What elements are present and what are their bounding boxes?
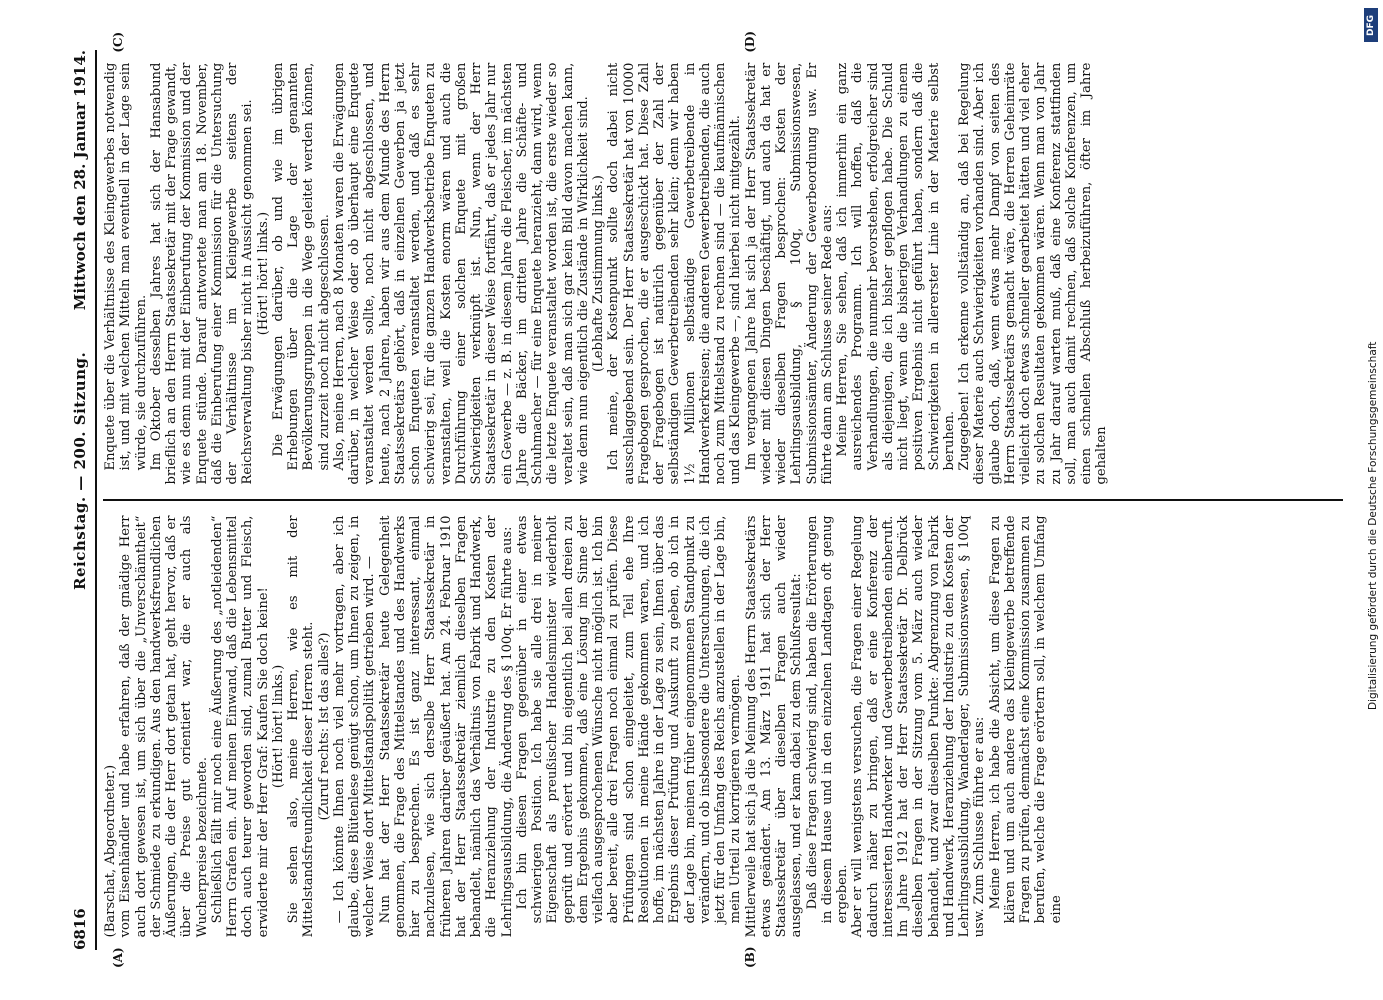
interjection: (Hört! hört! links.) (270, 664, 286, 789)
session-date: Mittwoch den 28. Januar 1914. (71, 50, 89, 311)
text-columns (103, 30, 1343, 970)
paragraph: Schließlich fällt mir noch eine Äußerung des „notleidenden“ Herrn Grafen ein. Auf meinen Einwand, daß die Lebensmittel doch auch teurer geworden sind, zumal Butter und Fleisch, erwiderte mir der Herr Graf: Kaufen Sie doch keine! (209, 515, 271, 938)
margin-mark-a: (A) (111, 947, 125, 968)
page-header (69, 50, 97, 950)
right-column (103, 57, 1343, 491)
paragraph: Mittlerweile hat sich ja die Meinung des Herrn Staatssekretärs etwas geändert. Am 13. März 1911 hat sich der Herr Staatssekretär über dieselben Fragen auch wieder ausgelassen, und er kam dabei zu dem Schlußresultat: (743, 515, 805, 938)
rotated-page (55, 0, 1375, 1000)
digitization-note-text: Digitalisierung gefördert durch die Deutsche Forschungsgemeinschaft (1367, 341, 1379, 710)
interjection: (Hört! hört! links.) (255, 211, 271, 336)
margin-mark-c: (C) (111, 31, 125, 53)
paragraph: Zugegeben! Ich erkenne vollständig an, daß bei Regelung dieser Materie auch Schwierigkeiten vorhanden sind. Aber ich glaube doch, daß, wenn etwas mehr Dampf von seiten des Herrn Staatssekretärs gemacht wäre, die Herren Geheimräte vielleicht doch etwas schneller gearbeitet hätten und viel eher zu solchen Resultaten gekommen wären. Wenn man von Jahr zu Jahr darauf warten muß, daß eine Konferenz stattfinden soll, man auch damit rechnen, daß solche Konferenzen, um einen schnellen Abschluß herbeizuführen, öfter im Jahre gehalten (957, 62, 1110, 485)
left-column (103, 510, 1343, 944)
margin-mark-b: (B) (743, 946, 757, 968)
quotation: Meine Herren, ich habe die Absicht, um diese Fragen zu klären und um auch andere das Kleingewerbe betreffende Fragen zu prüfen, demnächst eine Kommission zusammen zu berufen, welche die Frage erörtern soll, in welchem Umfang eine (987, 515, 1064, 924)
quotation: Daß diese Fragen schwierig sind, haben die Erörterungen in diesem Hause und in den einzelnen Landtagen oft genug ergeben. (804, 515, 850, 924)
column-rule (103, 499, 1343, 501)
paragraph: Also, meine Herren, nach 8 Monaten waren die Erwägungen darüber, in welcher Weise oder ob überhaupt eine Enquete veranstaltet werden sollte, noch nicht abgeschlossen, und heute, nach 2 Jahren, haben wir aus dem Munde des Herrn Staatssekretärs gehört, daß in einzelnen Gewerben ja jetzt schon Enqueten veranstaltet werden, und daß es sehr schwierig sei, für die ganzen Handwerksbetriebe Enqueten zu veranstalten, weil die Kosten enorm wären und auch die Durchführung einer solchen Enquete mit großen Schwierigkeiten verknüpft ist. Nun, wenn der Herr Staatssekretär in dieser Weise fortfährt, daß er jedes Jahr nur ein Gewerbe — z. B. in diesem Jahre die Fleischer, im nächsten Jahre die Bäcker, im dritten Jahre die Schäfte- und Schuhmacher — für eine Enquete heranzieht, dann wird, wenn die letzte Enquete veranstaltet worden ist, die erste wieder so veraltet sein, daß man sich gar kein Bild davon machen kann, wie denn nun eigentlich die Zustände in Wirklichkeit sind. (331, 62, 591, 485)
quotation: Die Erwägungen darüber, ob und wie im übrigen Erhebungen über die Lage der genannten Bevölkerungsgruppen in die Wege geleitet werden können, sind zurzeit noch nicht abgeschlossen. (270, 62, 332, 471)
paragraph: Nun hat der Herr Staatssekretär heute Gelegenheit genommen, die Frage des Mittelstandes und des Handwerks hier zu besprechen. Es ist ganz interessant, einmal nachzulesen, wie sich derselbe Herr Staatssekretär in früheren Jahren darüber geäußert hat. Am 24. Februar 1910 hat der Herr Staatssekretär ziemlich dieselben Fragen behandelt, nämlich das Verhältnis von Fabrik und Handwerk, die Heranziehung der Industrie zu den Kosten der Lehrlingsausbildung, die Änderung des § 100q. Er führte aus: (377, 515, 515, 938)
quotation: Ich bin diesen Fragen gegenüber in einer etwas schwierigen Position. Ich habe sie alle drei in meiner Eigenschaft als preußischer Handelsminister wiederholt geprüft und erörtert und bin eigentlich bei allen dreien zu dem Ergebnis gekommen, daß eine Lösung im Sinne der vielfach ausgesprochenen Wünsche nicht möglich ist. Ich bin aber bereit, alle drei Fragen noch einmal zu prüfen. Diese Prüfungen sind schon eingeleitet, zum Teil ehe Ihre Resolutionen in meine Hände gekommen waren, und ich hoffe, im nächsten Jahre in der Lage zu sein, Ihnen über das Ergebnis dieser Prüfung und Auskunft zu geben, ob ich in der Lage bin, meinen früher eingenommenen Standpunkt zu verändern, und ob insbesondere die Untersuchungen, die ich jetzt für den Umfang des Reichs anzustellen in der Lage bin, mein Urteil zu korrigieren vermögen. (514, 515, 744, 924)
session-title: Reichstag. — 200. Sitzung. (71, 351, 89, 590)
left-margin (103, 943, 1343, 970)
quotation: Meine Herren, Sie sehen, daß ich immerhin ein ganz ausreichendes Programm. Ich will hoffen, daß die Verhandlungen, die nunmehr bevorstehen, erfolgreicher sind als diejenigen, die ich bisher gepflogen habe. Die Schuld nicht liegt, wenn die bisherigen Verhandlungen zu einem positiven Ergebnis nicht geführt haben, sondern daß die Schwierigkeiten in allererster Linie in der Materie selbst beruhen. (835, 62, 957, 471)
quotation: Enquete über die Verhältnisse des Kleingewerbes notwendig ist, und mit welchen Mitteln man eventuell in der Lage sein würde, sie durchzuführen. (103, 62, 149, 471)
paragraph: Sie sehen also, meine Herren, wie es mit der Mittelstandsfreundlichkeit dieser Herren steht. (286, 515, 317, 938)
paragraph: Im Oktober desselben Jahres hat sich der Hansabund brieflich an den Herrn Staatssekretär mit der Frage gewandt, wie es denn nun mit der Einberufung der Kommission und der Enquete stünde. Darauf antwortete man am 18. November, daß die Einberufung einer Kommission für die Untersuchung der Verhältnisse im Kleingewerbe seitens der Reichsverwaltung bisher nicht in Aussicht genommen sei. (148, 62, 256, 485)
digitization-note (1360, 10, 1382, 990)
speaker-label: (Barschat, Abgeordneter.) (103, 764, 118, 938)
margin-mark-d: (D) (743, 30, 757, 53)
paragraph: vom Eisenhändler und habe erfahren, daß der gnädige Herr auch dort gewesen ist, um sich über die „Unverschämtheit“ der Schmiede zu erkundigen. Aus den handwerksfreundlichen Äußerungen, die der Herr dort getan hat, geht hervor, daß er über die Preise gut orientiert war, die er auch als Wucherpreise bezeichnete. (118, 515, 210, 938)
interjection: (Lebhafte Zustimmung links.) (591, 175, 606, 373)
page-number: 6816 (71, 908, 89, 950)
interjection: (Zuruf rechts: Ist das alles?) (316, 632, 332, 821)
paragraph: — Ich könnte Ihnen noch viel mehr vortragen, aber ich glaube, diese Blütenlese genügt schon, um Ihnen zu zeigen, in welcher Weise dort Mittelstandspolitik getrieben wird. — (331, 515, 378, 938)
dfg-logo: DFG (1364, 8, 1378, 42)
paragraph: Aber er will wenigstens versuchen, die Fragen einer Regelung dadurch näher zu bringen, daß er eine Konferenz der interessierten Handwerker und Gewerbetreibenden einberuft. Im Jahre 1912 hat der Herr Staatssekretär Dr. Delbrück dieselben Fragen in der Sitzung vom 5. März auch wieder behandelt, und zwar dieselben Punkte: Abgrenzung von Fabrik und Handwerk, Heranziehung der Industrie zu den Kosten der Lehrlingsausbildung, Wanderlager, Submissionswesen, § 100q usw. Zum Schlusse führte er aus: (850, 515, 988, 938)
paragraph: Im vergangenen Jahre hat sich ja der Herr Staatssekretär wieder mit diesen Dingen beschäftigt, und auch da hat er wieder dieselben Fragen besprochen: Kosten der Lehrlingsausbildung, § 100q, Submissionswesen, Submissionsämter, Änderung der Gewerbeordnung usw. Er führte dann am Schlusse seiner Rede aus: (743, 62, 835, 485)
right-margin (103, 30, 1343, 57)
column-gutter (103, 490, 1343, 509)
paragraph: Ich meine, der Kostenpunkt sollte doch dabei nicht ausschlaggebend sein. Der Herr Staatssekretär hat von 10000 Fragebogen gesprochen, die er ausgeschickt hat. Diese Zahl der Fragebogen ist natürlich gegenüber der Zahl der selbständigen Gewerbetreibenden sehr klein; denn wir haben 1½ Millionen selbständige Gewerbetreibende in Handwerkerkreisen; die anderen Gewerbetreibenden, die auch noch zum Mittelstand zu rechnen sind — die kaufmännischen und das Kleingewerbe —, sind hierbei nicht mitgezählt. (606, 62, 744, 485)
